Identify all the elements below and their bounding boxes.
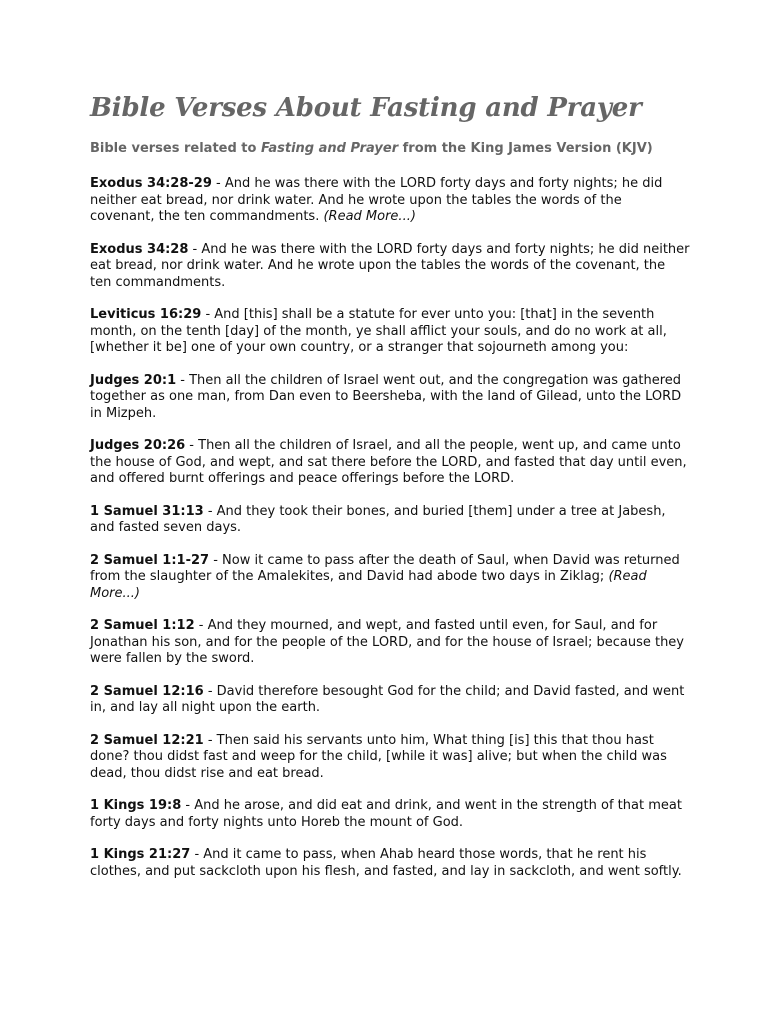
verse-item bbox=[90, 553, 690, 603]
verse-text: - David therefore besought God for the child; and David fasted, and went in, and lay all night upon the earth. bbox=[90, 683, 685, 715]
verse-item bbox=[90, 242, 690, 292]
verse-reference: 1 Kings 19:8 bbox=[90, 798, 182, 813]
verse-item bbox=[90, 798, 690, 831]
verse-text: - And they took their bones, and buried [them] under a tree at Jabesh, and fasted seven days. bbox=[90, 503, 666, 535]
subtitle-topic: Fasting and Prayer bbox=[260, 141, 399, 156]
verse-text: - Then all the children of Israel went out, and the congregation was gathered together as one man, from Dan even to Beersheba, with the land of Gilead, unto the LORD in Mizpeh. bbox=[90, 372, 682, 421]
verse-text: - And [this] shall be a statute for ever unto you: [that] in the seventh month, on the tenth [day] of the month, ye shall afflict your souls, and do no work at all, [whether it be] one of your own country, or a stranger that sojourneth among you: bbox=[90, 307, 667, 355]
verse-text: - Now it came to pass after the death of Saul, when David was returned from the slaughter of the Amalekites, and David had abode two days in Ziklag; bbox=[90, 552, 680, 584]
document-page bbox=[90, 88, 690, 896]
verse-item bbox=[90, 618, 690, 668]
read-more-link[interactable]: (Read More...) bbox=[90, 569, 647, 601]
verse-text: - And he was there with the LORD forty days and forty nights; he did neither eat bread, nor drink water. And he wrote upon the tables the words of the covenant, the ten commandments. bbox=[90, 241, 690, 290]
verse-item bbox=[90, 847, 690, 880]
verse-reference: 1 Samuel 31:13 bbox=[90, 503, 204, 519]
page-subtitle bbox=[90, 140, 690, 158]
verse-reference: Judges 20:26 bbox=[90, 438, 186, 453]
verse-item bbox=[90, 684, 690, 717]
verse-text: - Then said his servants unto him, What thing [is] this that thou hast done? thou didst fast and weep for the child, [while it was] alive; but when the child was dead, thou didst rise and eat bread. bbox=[90, 732, 667, 781]
page-title: Bible Verses About Fasting and Prayer bbox=[90, 93, 642, 123]
verse-reference: Judges 20:1 bbox=[90, 372, 177, 388]
verse-reference: 2 Samuel 12:16 bbox=[90, 683, 204, 699]
verse-text: - And it came to pass, when Ahab heard those words, that he rent his clothes, and put sackcloth upon his flesh, and fasted, and lay in sackcloth, and went softly. bbox=[90, 847, 682, 879]
verse-reference: 2 Samuel 1:12 bbox=[90, 618, 195, 633]
subtitle-prefix: Bible verses related to bbox=[90, 141, 261, 156]
verse-reference: 1 Kings 21:27 bbox=[90, 847, 191, 862]
verse-item bbox=[90, 176, 690, 226]
verse-item bbox=[90, 307, 690, 357]
verse-list bbox=[90, 176, 690, 880]
verse-item bbox=[90, 438, 690, 488]
verse-item bbox=[90, 504, 690, 537]
verse-text: - And he arose, and did eat and drink, and went in the strength of that meat forty days and forty nights unto Horeb the mount of God. bbox=[90, 798, 682, 830]
verse-reference: Exodus 34:28 bbox=[90, 241, 189, 257]
verse-item bbox=[90, 733, 690, 783]
verse-reference: Leviticus 16:29 bbox=[90, 307, 202, 322]
verse-text: - Then all the children of Israel, and all the people, went up, and came unto the house of God, and wept, and sat there before the LORD, and fasted that day until even, and offered burnt offerings and peace offerings before the LORD. bbox=[90, 438, 687, 486]
verse-reference: Exodus 34:28-29 bbox=[90, 176, 212, 191]
verse-text: - And they mourned, and wept, and fasted until even, for Saul, and for Jonathan his son, and for the people of the LORD, and for the house of Israel; because they were fallen by the sword. bbox=[90, 618, 685, 666]
subtitle-suffix: from the King James Version (KJV) bbox=[398, 141, 653, 156]
verse-text: - And he was there with the LORD forty days and forty nights; he did neither eat bread, nor drink water. And he wrote upon the tables the words of the covenant, the ten commandments. bbox=[90, 176, 663, 224]
read-more-link[interactable]: (Read More...) bbox=[323, 209, 416, 224]
verse-reference: 2 Samuel 12:21 bbox=[90, 732, 204, 748]
verse-reference: 2 Samuel 1:1-27 bbox=[90, 552, 210, 568]
verse-item bbox=[90, 373, 690, 423]
